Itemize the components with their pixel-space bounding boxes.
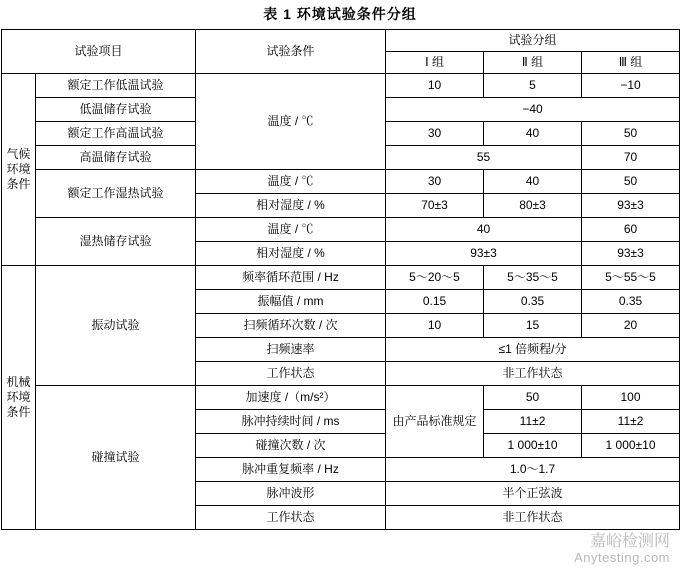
value-g12: 40: [386, 218, 582, 242]
table-row: [2, 266, 680, 290]
table-header-row-1: [2, 30, 680, 52]
condition-pulse-repetition-frequency: 脉冲重复频率 / Hz: [196, 458, 386, 482]
header-group-1: Ⅰ 组: [386, 52, 484, 74]
value-g1: 10: [386, 74, 484, 98]
value-g2: 0.35: [484, 290, 582, 314]
test-name-rated-damp-heat: 额定工作湿热试验: [36, 170, 196, 218]
value-g1: 30: [386, 122, 484, 146]
condition-frequency-range: 频率循环范围 / Hz: [196, 266, 386, 290]
table-row: [2, 170, 680, 194]
value-g2: 40: [484, 122, 582, 146]
test-name-high-temp-storage: 高温储存试验: [36, 146, 196, 170]
watermark-line-2: Anytesting.com: [574, 549, 670, 565]
test-name-low-temp-storage: 低温储存试验: [36, 98, 196, 122]
condition-relative-humidity: 相对湿度 / %: [196, 194, 386, 218]
header-test-item: 试验项目: [2, 30, 196, 74]
value-span: 半个正弦波: [386, 482, 680, 506]
header-test-condition: 试验条件: [196, 30, 386, 74]
value-g1: 70±3: [386, 194, 484, 218]
condition-acceleration: 加速度 /（m/s²）: [196, 386, 386, 410]
test-name-vibration: 振动试验: [36, 266, 196, 386]
value-g2: 11±2: [484, 410, 582, 434]
condition-sweep-cycles: 扫频循环次数 / 次: [196, 314, 386, 338]
condition-impact-count: 碰撞次数 / 次: [196, 434, 386, 458]
section-mechanical-label: 机械环境条件: [2, 266, 36, 530]
value-g12: 93±3: [386, 242, 582, 266]
value-g12: 55: [386, 146, 582, 170]
section-climate-label: 气候环境条件: [2, 74, 36, 266]
header-group-2: Ⅱ 组: [484, 52, 582, 74]
value-span: 非工作状态: [386, 506, 680, 530]
value-span: 1.0～1.7: [386, 458, 680, 482]
test-name-rated-high-temp: 额定工作高温试验: [36, 122, 196, 146]
value-g3: 5～55～5: [582, 266, 680, 290]
header-group-3: Ⅲ 组: [582, 52, 680, 74]
environment-test-conditions-table: [1, 29, 680, 530]
value-g2: 15: [484, 314, 582, 338]
table-row: [2, 386, 680, 410]
value-g3: 50: [582, 170, 680, 194]
value-g1: 10: [386, 314, 484, 338]
value-g1: 0.15: [386, 290, 484, 314]
value-g1: 5～20～5: [386, 266, 484, 290]
value-g3: 1 000±10: [582, 434, 680, 458]
table-title: 表 1 环境试验条件分组: [263, 6, 417, 22]
value-g2: 5～35～5: [484, 266, 582, 290]
table-row: [2, 218, 680, 242]
value-g3: 93±3: [582, 242, 680, 266]
value-g2: 50: [484, 386, 582, 410]
value-g3: 100: [582, 386, 680, 410]
test-name-damp-heat-storage: 湿热储存试验: [36, 218, 196, 266]
value-span: −40: [386, 98, 680, 122]
value-g3: 0.35: [582, 290, 680, 314]
value-g3: 20: [582, 314, 680, 338]
value-g2: 40: [484, 170, 582, 194]
value-g2: 5: [484, 74, 582, 98]
value-g1: 30: [386, 170, 484, 194]
header-test-group: 试验分组: [386, 30, 680, 52]
value-g2: 80±3: [484, 194, 582, 218]
value-g3: 70: [582, 146, 680, 170]
condition-pulse-waveform: 脉冲波形: [196, 482, 386, 506]
test-name-impact: 碰撞试验: [36, 386, 196, 530]
value-g3: −10: [582, 74, 680, 98]
value-g3: 93±3: [582, 194, 680, 218]
condition-sweep-rate: 扫频速率: [196, 338, 386, 362]
value-g3: 50: [582, 122, 680, 146]
value-g3: 11±2: [582, 410, 680, 434]
table-row: [2, 74, 680, 98]
watermark: [574, 533, 670, 565]
watermark-line-1: 嘉峪检测网: [589, 533, 670, 551]
condition-temperature: 温度 / ℃: [196, 74, 386, 170]
condition-temperature-3: 温度 / ℃: [196, 218, 386, 242]
condition-working-state-2: 工作状态: [196, 506, 386, 530]
test-name-rated-low-temp: 额定工作低温试验: [36, 74, 196, 98]
condition-working-state: 工作状态: [196, 362, 386, 386]
condition-amplitude: 振幅值 / mm: [196, 290, 386, 314]
value-span: 非工作状态: [386, 362, 680, 386]
condition-temperature-2: 温度 / ℃: [196, 170, 386, 194]
condition-relative-humidity-2: 相对湿度 / %: [196, 242, 386, 266]
value-span: ≤1 倍频程/分: [386, 338, 680, 362]
value-g2: 1 000±10: [484, 434, 582, 458]
value-by-product-standard: 由产品标准规定: [386, 386, 484, 458]
condition-pulse-duration: 脉冲持续时间 / ms: [196, 410, 386, 434]
value-g3: 60: [582, 218, 680, 242]
